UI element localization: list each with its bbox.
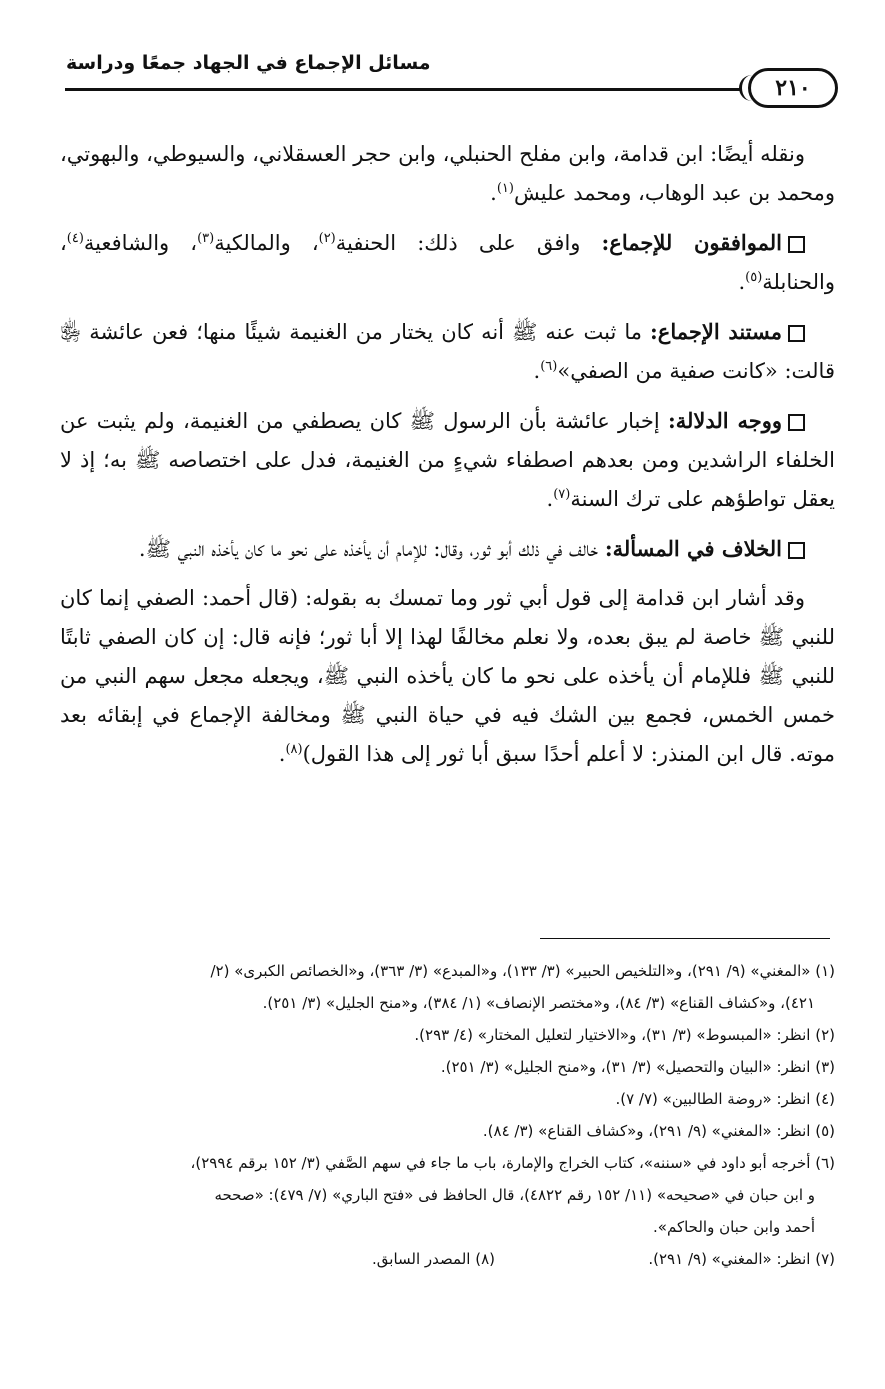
ibn-qudama-text: وقد أشار ابن قدامة إلى قول أبي ثور وما تمسك به بقوله: (قال أحمد: الصفي إنما كان للنبي ﷺ خاصة لم يبق بعده، ولا نعلم مخالفًا لهذا إلا أبا ثور؛ فإنه قال: إن كان الصفي ثابتًا للنبي ﷺ فللإمام أن يأخذه على نحو ما كان يأخذه النبي ﷺ، ويجعله مجعل سهم النبي من خمس الخمس، فجمع بين الشك فيه في حياة النبي ﷺ ومخالفة الإجماع في إبقائه بعد موته. قال ابن المنذر: لا أعلم أحدًا سبق أبا ثور إلى هذا القول): [60, 586, 835, 766]
disagreement-label: الخلاف في المسألة:: [604, 536, 782, 561]
indication-text: إخبار عائشة بأن الرسول ﷺ كان يصطفي من الغنيمة، ولم يثبت عن الخلفاء الراشدين ومن بعدهم اصطفاء شيءٍ من الغنيمة، فدل على اختصاصه ﷺ به؛ إذ لا يعقل تواطؤهم على ترك السنة: [60, 409, 835, 511]
square-bullet-icon: [788, 542, 805, 559]
footnote-6: (٦) أخرجه أبو داود في «سننه»، كتاب الخراج والإمارة، باب ما جاء في سهم الصَّفي (٣/ ١٥٢ برقم ٢٩٩٤)،: [190, 1154, 835, 1172]
footnote-divider: [540, 938, 830, 939]
footnote-5: (٥) انظر: «المغني» (٩/ ٢٩١)، و«كشاف القناع» (٣/ ٨٤).: [482, 1122, 835, 1140]
footnote-2: (٢) انظر: «المبسوط» (٣/ ٣١)، و«الاختيار لتعليل المختار» (٤/ ٢٩٣).: [414, 1026, 835, 1044]
square-bullet-icon: [788, 236, 805, 253]
agreeing-text-c: ، والشافعية: [83, 231, 198, 255]
footnote-ref-3: (٣): [197, 231, 215, 246]
footnote-1: (١) «المغني» (٩/ ٢٩١)، و«التلخيص الحبير» (٣/ ١٣٣)، و«المبدع» (٣/ ٣٦٣)، و«الخصائص الكبرى» (٢/: [210, 962, 835, 980]
footnote-3: (٣) انظر: «البيان والتحصيل» (٣/ ٣١)، و«منح الجليل» (٣/ ٢٥١).: [440, 1058, 835, 1076]
footnote-ref-6: (٦): [540, 359, 558, 374]
agreeing-end: .: [738, 270, 746, 294]
square-bullet-icon: [788, 325, 805, 342]
disagreement-text: خالف في ذلك أبو ثور، وقال: للإمام أن يأخذه على نحو ما كان يأخذه النبي ﷺ.: [138, 537, 605, 561]
footnotes: [40, 955, 835, 1275]
square-bullet-icon: [788, 414, 805, 431]
paragraph-agreeing: [60, 223, 835, 302]
footnote-7: (٧) انظر: «المغني» (٩/ ٢٩١).: [648, 1250, 835, 1268]
page-header: [30, 52, 860, 110]
paragraph-1-end: .: [490, 181, 497, 205]
agreeing-label: الموافقون للإجماع:: [601, 230, 782, 255]
paragraph-ibn-qudama: [60, 579, 835, 774]
paragraph-1-text: ونقله أيضًا: ابن قدامة، وابن مفلح الحنبلي، وابن حجر العسقلاني، والسيوطي، والبهوتي، ومحمد بن عبد الوهاب، ومحمد عليش: [60, 142, 835, 205]
footnote-ref-7: (٧): [553, 487, 571, 502]
indication-end: .: [546, 487, 554, 511]
footnote-4: (٤) انظر: «روضة الطالبين» (٧/ ٧).: [615, 1090, 835, 1108]
agreeing-text-a: وافق على ذلك: الحنفية: [335, 231, 602, 255]
paragraph-disagreement: [60, 529, 835, 569]
book-title: مسائل الإجماع في الجهاد جمعًا ودراسة: [66, 52, 431, 74]
ibn-qudama-end: .: [278, 742, 286, 766]
footnote-row-7-8: [40, 1243, 835, 1275]
footnote-6-continued-2: أحمد وابن حبان والحاكم».: [653, 1218, 815, 1236]
footnote-ref-8: (٨): [285, 742, 303, 757]
header-rule: [65, 88, 740, 91]
paragraph-basis: [60, 312, 835, 391]
paragraph-1: [60, 135, 835, 213]
footnote-ref-2: (٢): [318, 231, 336, 246]
main-text: [60, 135, 835, 784]
footnote-6-continued-1: و ابن حبان في «صحيحه» (١١/ ١٥٢ رقم ٤٨٢٢)، قال الحافظ فى «فتح الباري» (٧/ ٤٧٩): «صححه: [214, 1186, 815, 1204]
footnote-1-continued: ٤٢١)، و«كشاف القناع» (٣/ ٨٤)، و«مختصر الإنصاف» (١/ ٣٨٤)، و«منح الجليل» (٣/ ٢٥١).: [262, 994, 815, 1012]
footnote-ref-4: (٤): [66, 231, 84, 246]
basis-text: ما ثبت عنه ﷺ أنه كان يختار من الغنيمة شيئًا منها؛ فعن عائشة ﵂ قالت: «كانت صفية من الصفي»: [60, 320, 835, 383]
footnote-ref-5: (٥): [745, 270, 763, 285]
agreeing-text-d: ، والحنابلة: [60, 231, 835, 294]
footnote-8: (٨) المصدر السابق.: [372, 1250, 495, 1268]
indication-label: ووجه الدلالة:: [667, 408, 782, 433]
basis-label: مستند الإجماع:: [650, 319, 782, 344]
footnote-ref-1: (١): [496, 181, 514, 196]
page-number: ٢١٠: [748, 68, 838, 108]
agreeing-text-b: ، والمالكية: [214, 231, 319, 255]
basis-end: .: [533, 359, 541, 383]
paragraph-indication: [60, 401, 835, 519]
